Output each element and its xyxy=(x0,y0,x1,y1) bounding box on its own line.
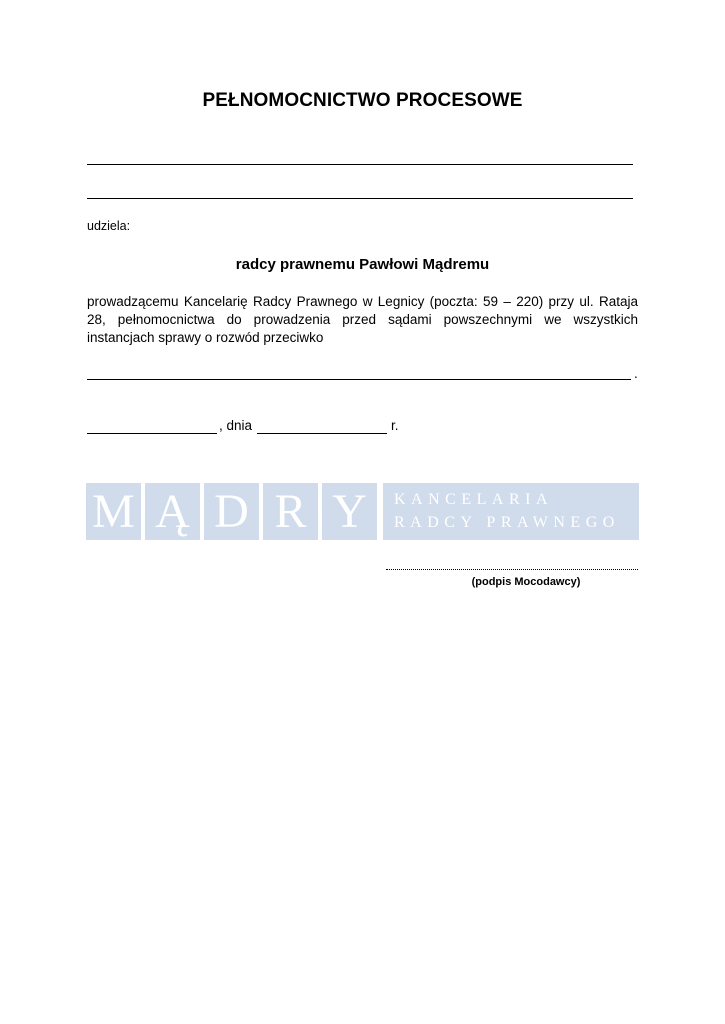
power-of-attorney-text: prowadzącemu Kancelarię Radcy Prawnego w Legnicy (poczta: 59 – 220) przy ul. Rataja 28, pełnomocnictwa do prowadzenia przed sądami powszechnymi we wszystkich instancjach sprawy o rozwód przeciwko xyxy=(87,294,638,345)
law-firm-logo xyxy=(86,483,639,540)
opposing-party-line xyxy=(87,366,640,384)
logo-letter-a-ogonek: Ą xyxy=(145,483,200,540)
place-blank xyxy=(87,433,217,434)
logo-letter-m: M xyxy=(86,483,141,540)
grantor-line-1 xyxy=(87,164,633,165)
date-connector: , dnia xyxy=(219,418,253,433)
document-title: PEŁNOMOCNICTWO PROCESOWE xyxy=(202,90,523,111)
logo-letter-r: R xyxy=(263,483,318,540)
logo-tagline-line-2: RADCY PRAWNEGO xyxy=(394,514,620,531)
grants-label: udziela: xyxy=(87,219,131,233)
logo-letter-y: Y xyxy=(322,483,377,540)
signature-label: (podpis Mocodawcy) xyxy=(471,576,581,588)
opposing-party-blank xyxy=(87,379,631,380)
place-date-row xyxy=(87,418,417,438)
logo-tagline-line-1: KANCELARIA xyxy=(394,491,553,508)
signature-line xyxy=(386,559,638,570)
logo-tagline xyxy=(383,483,639,540)
date-blank xyxy=(257,433,387,434)
opposing-party-period: . xyxy=(634,366,638,381)
attorney-name: radcy prawnemu Pawłowi Mądremu xyxy=(235,256,490,273)
grantor-line-2 xyxy=(87,198,633,199)
logo-letter-d: D xyxy=(204,483,259,540)
date-suffix: r. xyxy=(391,418,399,433)
